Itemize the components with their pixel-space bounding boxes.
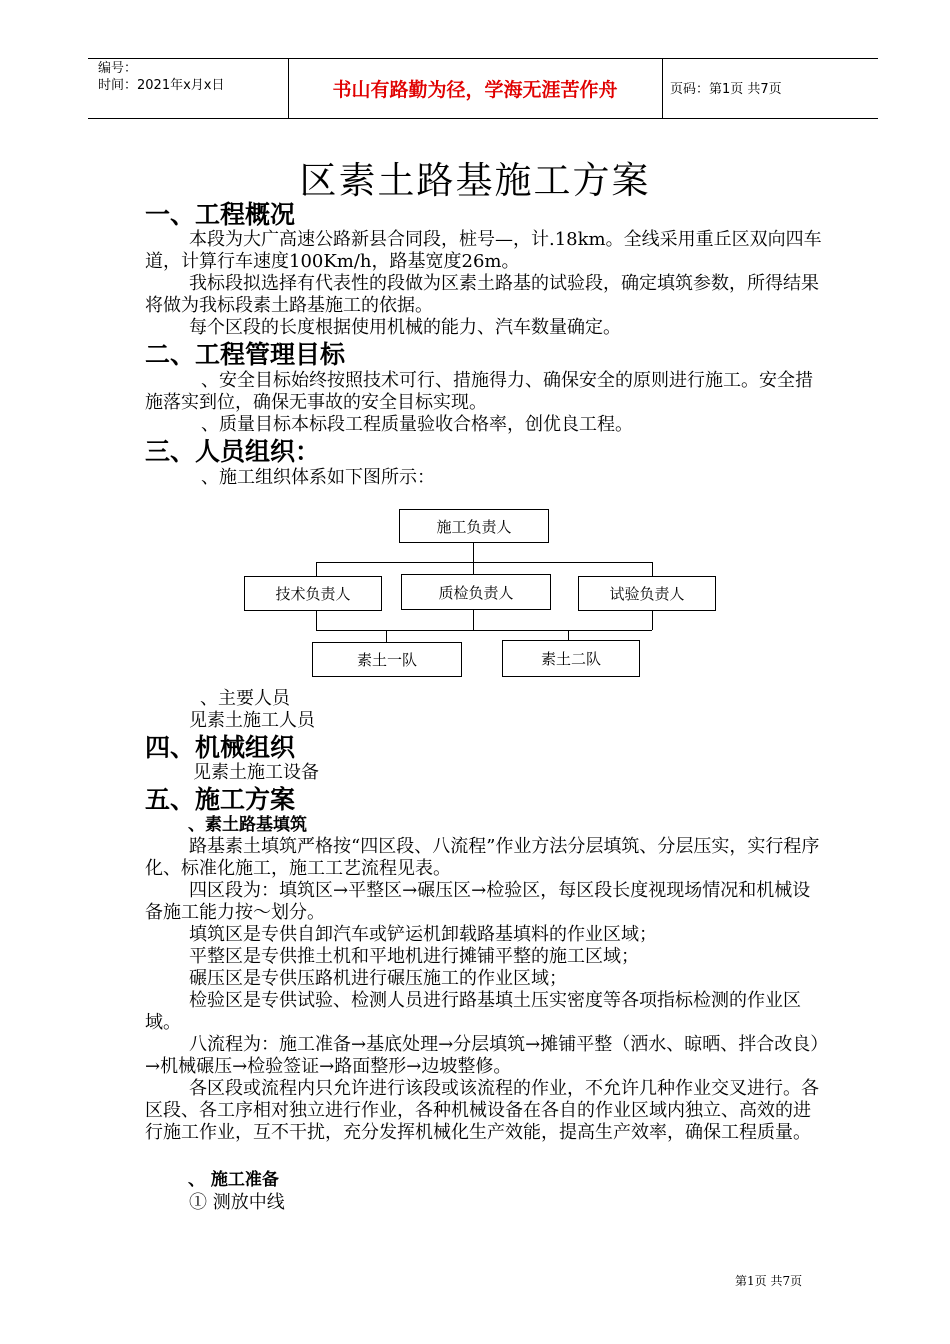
org-node-team-1: 素土一队 xyxy=(312,642,462,677)
section-5-paragraph-1: 路基素土填筑严格按“四区段、八流程”作业方法分层填筑、分层压实，实行程序化、标准化施工，施工工艺流程见表。 xyxy=(145,836,820,879)
org-connector xyxy=(473,542,474,562)
section-2-paragraph-2: 、质量目标本标段工程质量验收合格率，创优良工程。 xyxy=(201,414,633,435)
section-1-heading: 一、工程概况 xyxy=(145,200,296,229)
section-5-paragraph-2: 四区段为：填筑区→平整区→碾压区→检验区，每区段长度视现场情况和机械设备施工能力按～划分。 xyxy=(145,880,811,923)
org-connector xyxy=(316,610,317,630)
org-node-tech: 技术负责人 xyxy=(244,576,382,611)
header-motto: 书山有路勤为径，学海无涯苦作舟 xyxy=(332,78,618,101)
org-connector xyxy=(386,630,387,642)
header-bottom-rule xyxy=(88,118,878,119)
section-5-subheading-2: 、 施工准备 xyxy=(188,1170,279,1190)
org-connector xyxy=(652,610,653,630)
section-5-paragraph-7: 八流程为：施工准备→基底处理→分层填筑→摊铺平整（洒水、晾晒、拌合改良）→机械碾压→检验签证→路面整形→边坡整修。 xyxy=(145,1034,820,1077)
section-5-paragraph-8: 各区段或流程内只允许进行该段或该流程的作业，不允许几种作业交叉进行。各区段、各工序相对独立进行作业，各种机械设备在各自的作业区域内独立、高效的进行施工作业，互不干扰，充分发挥机械化生产效能，提高生产效率，确保工程质量。 xyxy=(145,1078,819,1143)
section-3-paragraph-2: 、主要人员 xyxy=(200,688,290,709)
section-3-paragraph-1: 、施工组织体系如下图所示： xyxy=(201,467,435,488)
section-4-paragraph-1: 见素土施工设备 xyxy=(193,762,319,783)
org-node-team-2: 素土二队 xyxy=(502,640,640,677)
section-3-paragraph-3: 见素土施工人员 xyxy=(189,710,315,731)
section-5-paragraph-4: 平整区是专供推土机和平地机进行摊铺平整的施工区域； xyxy=(189,946,639,967)
time-label: 时间：2021年x月x日 xyxy=(98,78,225,93)
org-connector xyxy=(316,562,317,576)
section-4-heading: 四、机械组织 xyxy=(145,733,296,762)
section-1-paragraph-3: 每个区段的长度根据使用机械的能力、汽车数量确定。 xyxy=(189,317,621,338)
page-footer: 第1页 共7页 xyxy=(735,1274,803,1288)
section-5-subheading-1: 、素土路基填筑 xyxy=(188,815,307,835)
section-5-paragraph-3: 填筑区是专供自卸汽车或铲运机卸载路基填料的作业区域； xyxy=(189,924,657,945)
section-5-heading: 五、施工方案 xyxy=(145,785,296,814)
section-1-paragraph-2: 我标段拟选择有代表性的段做为区素土路基的试验段，确定填筑参数，所得结果将做为我标段素土路基施工的依据。 xyxy=(145,273,819,316)
org-node-qc: 质检负责人 xyxy=(401,574,551,610)
header-divider-right xyxy=(662,58,663,118)
section-3-heading: 三、人员组织： xyxy=(145,437,321,466)
org-connector xyxy=(316,562,652,563)
header-meta xyxy=(98,60,224,94)
section-2-paragraph-1: 、安全目标始终按照技术可行、措施得力、确保安全的原则进行施工。安全措施落实到位，确保无事故的安全目标实现。 xyxy=(145,370,813,413)
org-connector xyxy=(316,630,652,631)
section-5-paragraph-5: 碾压区是专供压路机进行碾压施工的作业区域； xyxy=(189,968,567,989)
org-connector xyxy=(652,562,653,576)
section-5-paragraph-6: 检验区是专供试验、检测人员进行路基填土压实密度等各项指标检测的作业区域。 xyxy=(145,990,801,1033)
org-node-test: 试验负责人 xyxy=(578,576,716,611)
section-5-paragraph-9: ① 测放中线 xyxy=(189,1192,285,1213)
header-page-label: 页码：第1页 共7页 xyxy=(670,82,782,97)
org-connector xyxy=(473,609,474,630)
section-1-paragraph-1: 本段为大广高速公路新县合同段，桩号—，计.18km。全线采用重丘区双向四车道，计算行车速度100Km/h，路基宽度26m。 xyxy=(145,229,822,272)
header-divider-left xyxy=(288,58,289,118)
org-connector xyxy=(568,630,569,640)
document-title: 区素土路基施工方案 xyxy=(299,159,651,202)
serial-label: 编号： xyxy=(98,61,138,76)
section-2-heading: 二、工程管理目标 xyxy=(145,340,346,369)
org-node-top: 施工负责人 xyxy=(399,509,549,543)
